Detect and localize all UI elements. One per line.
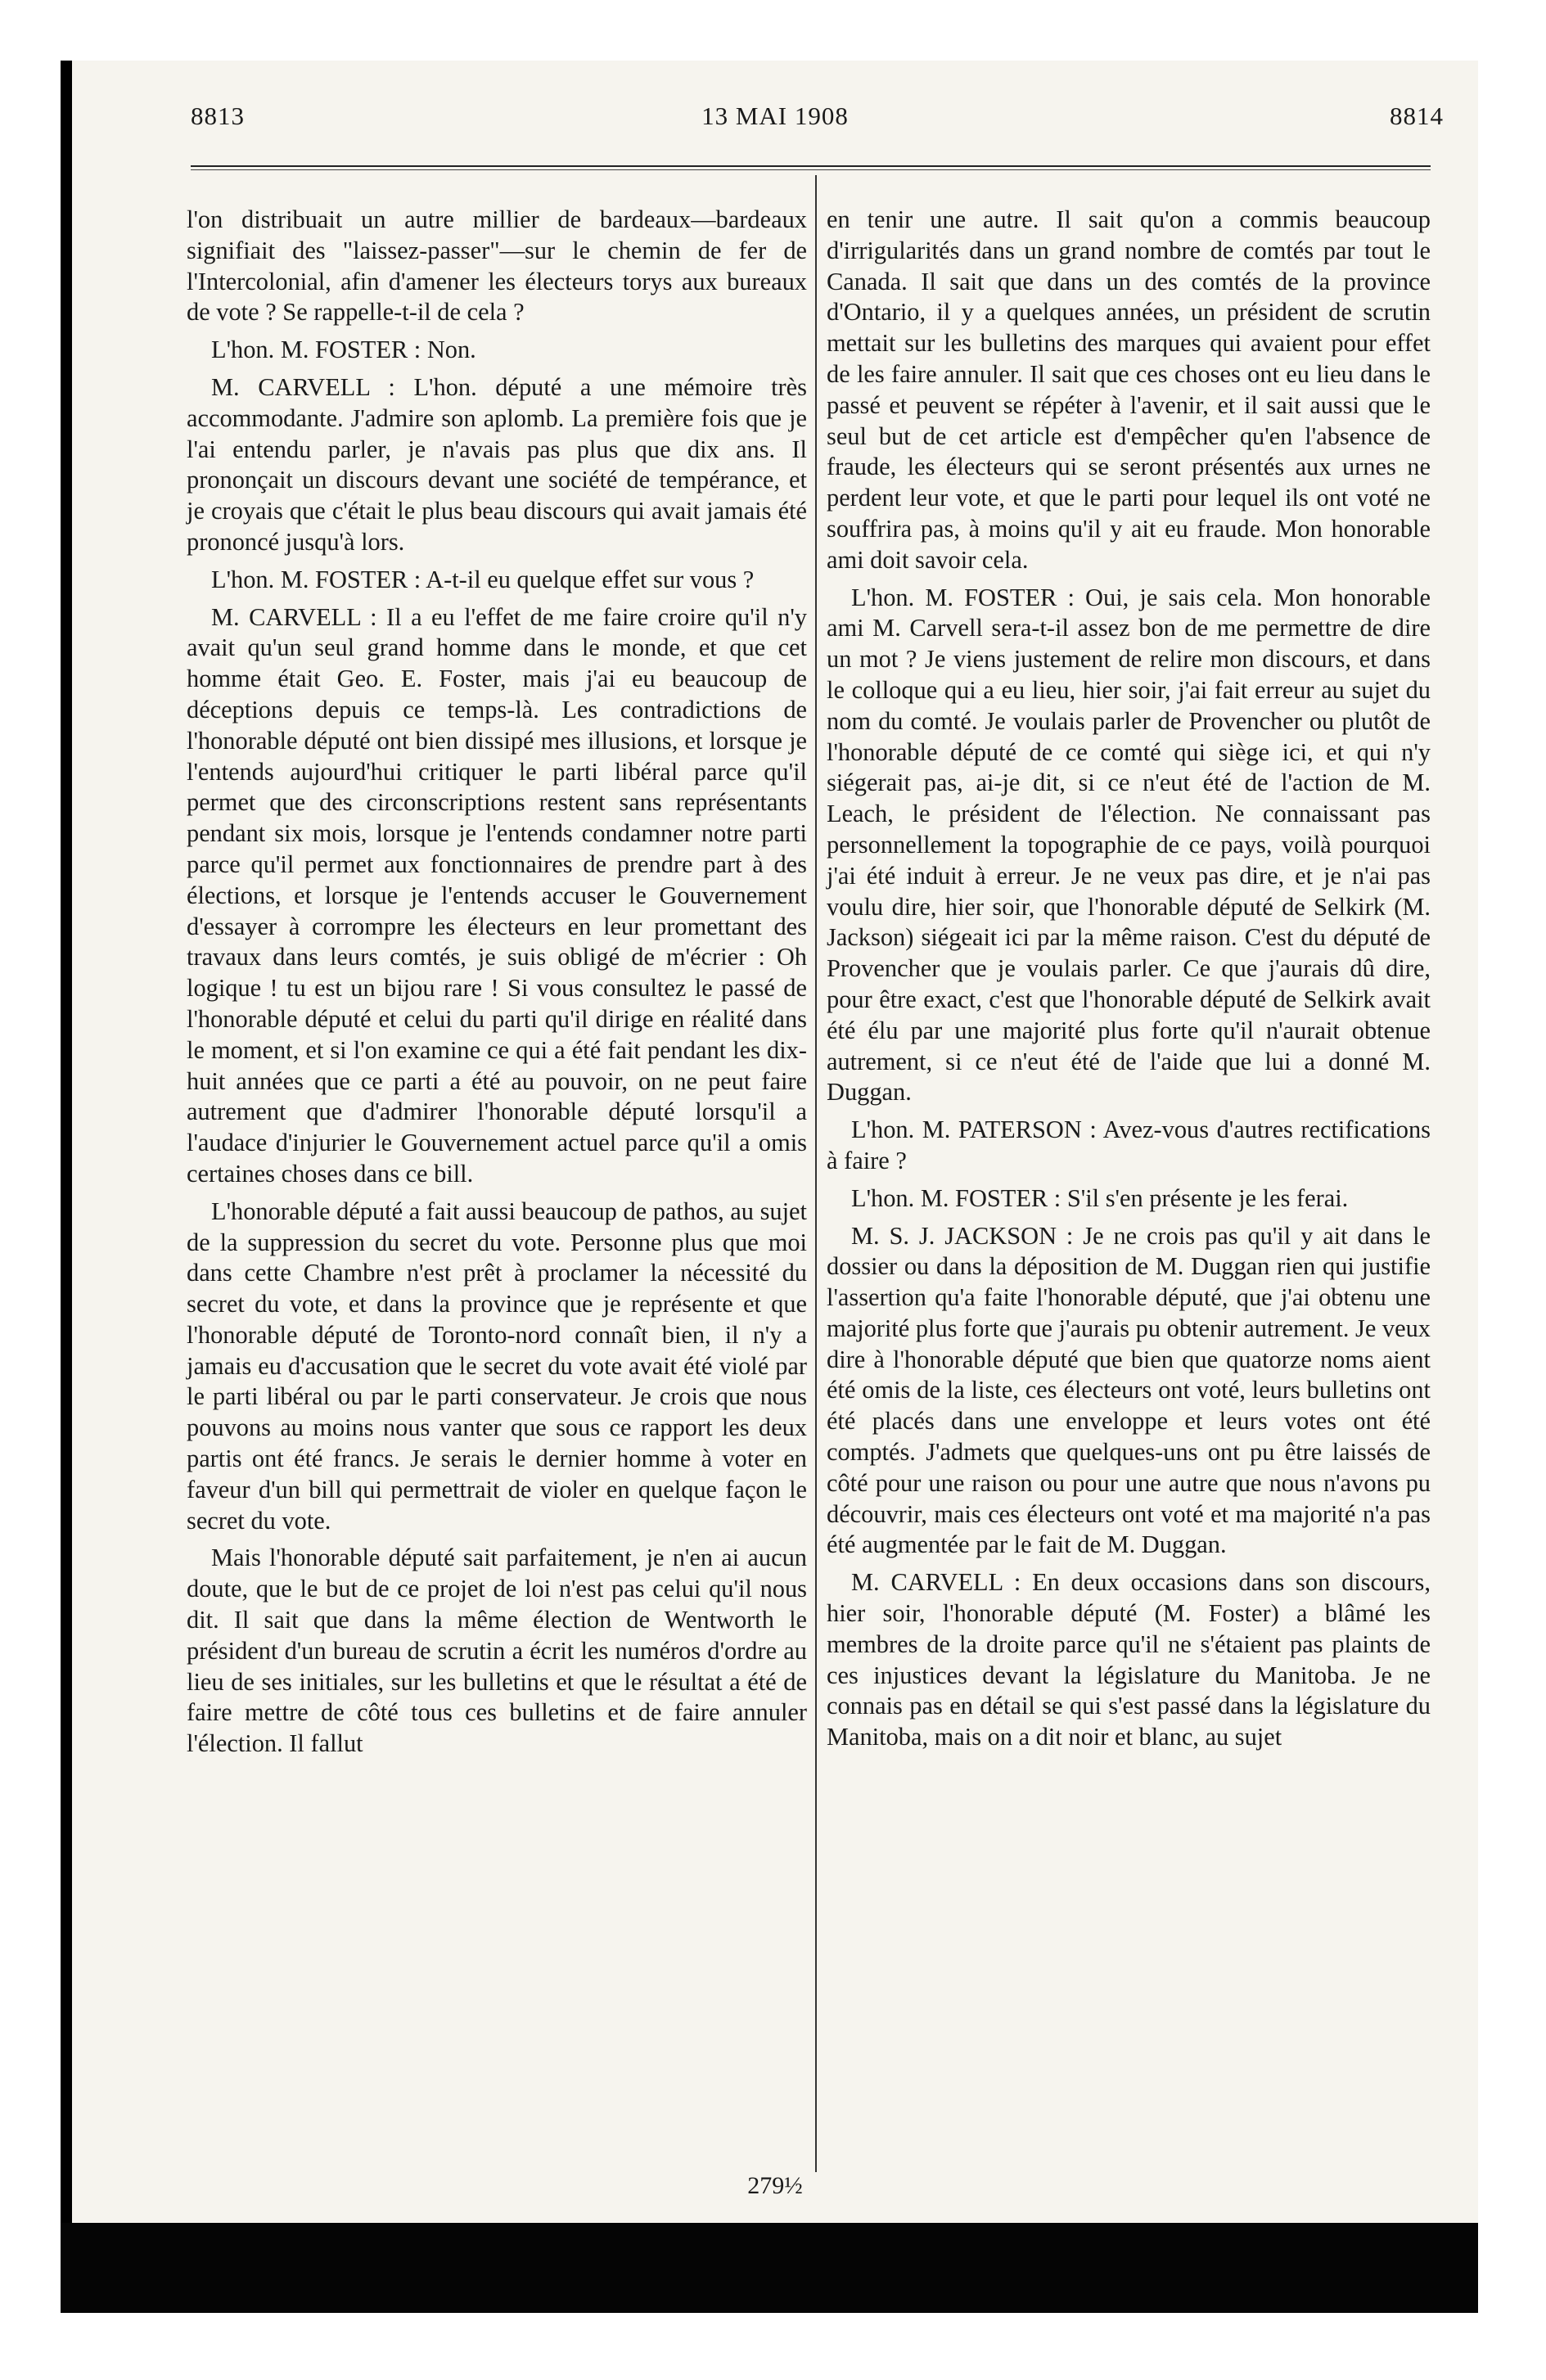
left-column	[187, 205, 807, 2169]
header-rule	[191, 165, 1431, 167]
paragraph: L'hon. M. FOSTER : Oui, je sais cela. Mon honorable ami M. Carvell sera-t-il assez bon de me permettre de dire un mot ? Je viens justement de relire mon discours, et dans le colloque qui a eu lieu, hier soir, j'ai fait erreur au sujet du nom du comté. Je voulais parler de Provencher ou plutôt de l'honorable député de ce comté qui siège ici, et qui n'y siégerait pas, ai-je dit, si ce n'eut été de l'action de M. Leach, le président de l'élection. Ne connaissant pas personnellement la topographie de ce pays, voilà pourquoi j'ai été induit à erreur. Je ne veux pas dire, et je n'ai pas voulu dire, hier soir, que l'honorable député de Selkirk (M. Jackson) siégeait ici par la même raison. C'est du député de Provencher que je voulais parler. Ce que j'aurais dû dire, pour être exact, c'est que l'honorable député de Selkirk avait été élu par une majorité plus forte qu'il n'aurait obtenue autrement, si ce n'eut été de l'aide que lui a donné M. Duggan.	[827, 583, 1431, 1107]
paragraph: en tenir une autre. Il sait qu'on a commis beaucoup d'irrigularités dans un grand nombre de comtés par tout le Canada. Il sait que dans un des comtés de la province d'Ontario, il y a quelques années, un président de scrutin mettait sur les bulletins des marques qui avaient pour effet de les faire annuler. Il sait que ces choses ont eu lieu dans le passé et peuvent se répéter à l'avenir, et il sait aussi que le seul but de cet article est d'empêcher qu'en l'absence de fraude, les électeurs qui se seront présentés aux urnes ne perdent leur vote, et que le parti pour lequel ils ont voté ne souffrira pas, à moins qu'il y ait eu fraude. Mon honorable ami doit savoir cela.	[827, 205, 1431, 574]
right-column	[827, 205, 1431, 2169]
paragraph: M. CARVELL : En deux occasions dans son discours, hier soir, l'honorable député (M. Foster) a blâmé les membres de la droite parce qu'il ne s'étaient pas plaints de ces injustices devant la législature du Manitoba. Je ne connais pas en détail se qui s'est passé dans la législature du Manitoba, mais on a dit noir et blanc, au sujet	[827, 1568, 1431, 1751]
folio-number: 279½	[747, 2172, 803, 2199]
header-rule-secondary	[191, 169, 1431, 170]
right-page-number: 8814	[1390, 101, 1444, 130]
paragraph: L'honorable député a fait aussi beaucoup de pathos, au sujet de la suppression du secret du vote. Personne plus que moi dans cette Chambre n'est prêt à proclamer la nécessité du secret du vote, et dans la province que je représente et que l'honorable député de Toronto-nord connaît bien, il n'y a jamais eu d'accusation que le secret du vote avait été violé par le parti libéral ou par le parti conservateur. Je crois que nous pouvons au moins nous vanter que sous ce rapport les deux partis ont été francs. Je serais le dernier homme à voter en faveur d'un bill qui permettrait de violer en quelque façon le secret du vote.	[187, 1197, 807, 1535]
scan-bottom-band	[61, 2223, 1478, 2313]
page-header	[72, 61, 1478, 151]
document-page	[72, 61, 1478, 2223]
paragraph: M. CARVELL : Il a eu l'effet de me faire croire qu'il n'y avait qu'un seul grand homme dans le monde, et que cet homme était Geo. E. Foster, mais j'ai eu beaucoup de déceptions depuis ce temps-là. Les contradictions de l'honorable député ont bien dissipé mes illusions, et lorsque je l'entends aujourd'hui critiquer le parti libéral parce qu'il permet que des circonscriptions restent sans représentants pendant six mois, lorsque je l'entends condamner notre parti parce qu'il permet aux fonctionnaires de prendre part à des élections, et lorsque je l'entends accuser le Gouvernement d'essayer à corrompre les électeurs en leur promettant des travaux dans leurs comtés, je suis obligé de m'écrier : Oh logique ! tu est un bijou rare ! Si vous consultez le passé de l'honorable député et celui du parti qu'il dirige en réalité dans le moment, et si l'on examine ce qui a été fait pendant les dix-huit années que ce parti a été au pouvoir, on ne peut faire autrement que d'admirer l'honorable député lorsqu'il a l'audace d'injurier le Gouvernement actuel parce qu'il a omis certaines choses dans ce bill.	[187, 602, 807, 1188]
paragraph: Mais l'honorable député sait parfaitement, je n'en ai aucun doute, que le but de ce projet de loi n'est pas celui qu'il nous dit. Il sait que dans la même élection de Wentworth le président d'un bureau de scrutin a écrit les numéros d'ordre au lieu de ses initiales, sur les bulletins et que le résultat a été de faire mettre de côté tous ces bulletins et de faire annuler l'élection. Il fallut	[187, 1544, 807, 1758]
paragraph: M. S. J. JACKSON : Je ne crois pas qu'il y ait dans le dossier ou dans la déposition de M. Duggan rien qui justifie l'assertion qu'a faite l'honorable député, que j'ai obtenu une majorité plus forte que j'aurais pu obtenir autrement. Je veux dire à l'honorable député que bien que quatorze noms aient été omis de la liste, ces électeurs ont voté, leurs bulletins ont été placés dans une enveloppe et leurs votes ont été comptés. J'admets que quelques-uns ont pu être laissés de côté pour une raison ou pour une autre que nous n'avons pu découvrir, mais ces électeurs ont voté et ma majorité n'a pas été augmentée par le fait de M. Duggan.	[827, 1221, 1431, 1559]
paragraph: L'hon. M. FOSTER : Non.	[211, 336, 476, 364]
paragraph: l'on distribuait un autre millier de bardeaux—bardeaux signifiait des "laissez-passer"—sur le chemin de fer de l'Intercolonial, afin d'amener les électeurs torys aux bureaux de vote ? Se rappelle-t-il de cela ?	[187, 205, 807, 327]
paragraph: M. CARVELL : L'hon. député a une mémoire très accommodante. J'admire son aplomb. La première fois que je l'ai entendu parler, je n'avais pas plus que dix ans. Il prononçait un discours devant une société de tempérance, et je croyais que c'était le plus beau discours qui avait jamais été prononcé jusqu'à lors.	[187, 372, 807, 556]
column-divider	[815, 175, 817, 2172]
paragraph: L'hon. M. FOSTER : S'il s'en présente je les ferai.	[851, 1183, 1349, 1212]
header-date: 13 MAI 1908	[701, 101, 849, 130]
paragraph: L'hon. M. FOSTER : A-t-il eu quelque effet sur vous ?	[211, 565, 755, 593]
left-page-number: 8813	[191, 101, 245, 130]
paragraph: L'hon. M. PATERSON : Avez-vous d'autres rectifications à faire ?	[827, 1116, 1431, 1174]
